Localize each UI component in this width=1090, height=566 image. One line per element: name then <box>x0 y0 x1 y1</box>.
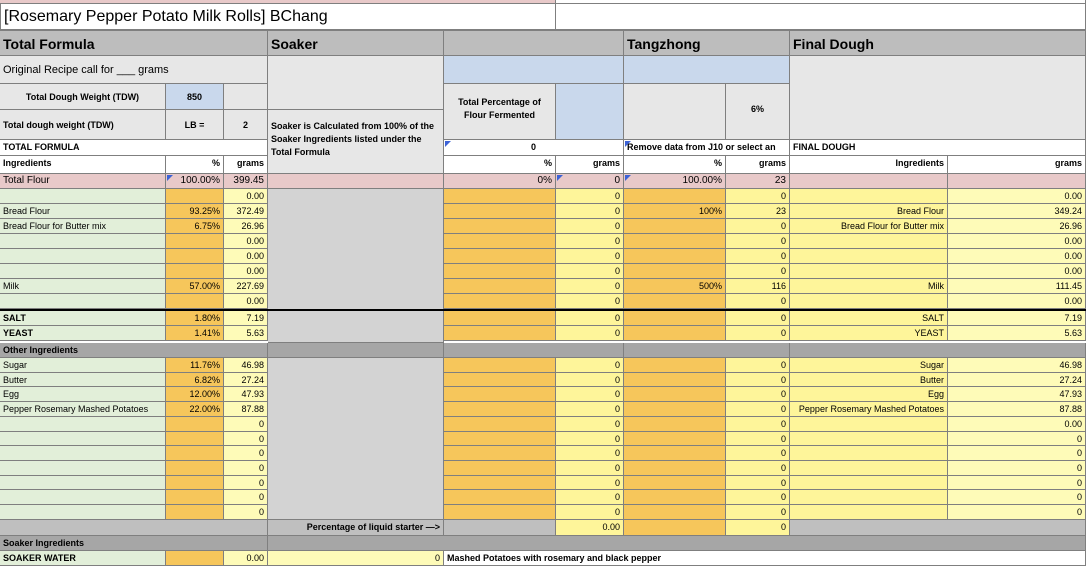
tz-col-grams[interactable]: grams <box>726 156 790 174</box>
other-ingredient-pct[interactable] <box>166 505 224 520</box>
other-tz-pct[interactable] <box>624 505 726 520</box>
ingredient-grams[interactable]: 7.19 <box>224 311 268 326</box>
header-soaker[interactable]: Soaker <box>268 30 444 56</box>
ingredient-pct[interactable] <box>166 249 224 264</box>
soaker-ingredients-label[interactable]: Soaker Ingredients <box>0 536 268 551</box>
other-tz-pct[interactable] <box>624 387 726 402</box>
total-flour-pct[interactable]: 100.00% <box>166 174 224 189</box>
fd-grams[interactable]: 0.00 <box>948 249 1086 264</box>
final-dough-label[interactable]: FINAL DOUGH <box>790 140 1086 156</box>
ingredient-grams[interactable]: 0.00 <box>224 249 268 264</box>
starter-blue-top[interactable] <box>444 56 624 84</box>
other-starter-pct[interactable] <box>444 476 556 490</box>
other-starter-pct[interactable] <box>444 432 556 446</box>
other-ingredient-grams[interactable]: 0 <box>224 432 268 446</box>
liquid-starter-fd[interactable] <box>790 520 1086 536</box>
fd-ingredient[interactable]: SALT <box>790 311 948 326</box>
other-fd-ingredient[interactable]: Sugar <box>790 358 948 373</box>
fd-ingredient[interactable]: Bread Flour for Butter mix <box>790 219 948 234</box>
other-fd-grams[interactable]: 0 <box>948 490 1086 505</box>
other-tz-grams[interactable]: 0 <box>726 432 790 446</box>
other-fd-grams[interactable]: 0 <box>948 432 1086 446</box>
tz-grams[interactable]: 116 <box>726 279 790 294</box>
tz-pct[interactable] <box>624 249 726 264</box>
starter-total-flour-grams[interactable]: 0 <box>556 174 624 189</box>
header-final-dough[interactable]: Final Dough <box>790 30 1086 56</box>
tz-blank[interactable] <box>624 84 726 140</box>
row-divider <box>0 309 1086 311</box>
sheet-title[interactable]: [Rosemary Pepper Potato Milk Rolls] BChang <box>0 4 556 30</box>
starter-grams[interactable]: 0 <box>556 189 624 204</box>
other-ingredient-name[interactable] <box>0 476 166 490</box>
other-starter-pct[interactable] <box>444 358 556 373</box>
tz-grams[interactable]: 0 <box>726 311 790 326</box>
lb-value[interactable]: 2 <box>224 110 268 140</box>
soaker-water-label[interactable]: SOAKER WATER <box>0 551 166 566</box>
fd-ingredient[interactable]: Bread Flour <box>790 204 948 219</box>
other-starter-pct[interactable] <box>444 387 556 402</box>
tdw-label[interactable]: Total Dough Weight (TDW) <box>0 84 166 110</box>
tz-grams[interactable]: 0 <box>726 326 790 341</box>
ingredient-grams[interactable]: 0.00 <box>224 264 268 279</box>
tz-col-pct[interactable]: % <box>624 156 726 174</box>
tz-pct[interactable]: 100% <box>624 204 726 219</box>
other-tz-pct[interactable] <box>624 476 726 490</box>
liquid-starter-value[interactable]: 0.00 <box>556 520 624 536</box>
fd-ingredient[interactable] <box>790 234 948 249</box>
ingredient-pct[interactable]: 57.00% <box>166 279 224 294</box>
pct-fermented-value[interactable]: 0 <box>444 140 624 156</box>
other-ingredient-grams[interactable]: 0 <box>224 446 268 461</box>
fd-grams[interactable]: 5.63 <box>948 326 1086 341</box>
ingredient-grams[interactable]: 5.63 <box>224 326 268 341</box>
ingredient-pct[interactable]: 1.41% <box>166 326 224 341</box>
total-flour-grams[interactable]: 399.45 <box>224 174 268 189</box>
other-tz-pct[interactable] <box>624 373 726 387</box>
ingredient-name[interactable]: SALT <box>0 311 166 326</box>
tdw-value[interactable]: 850 <box>166 84 224 110</box>
starter-grams[interactable]: 0 <box>556 204 624 219</box>
fd-total-flour-blank2[interactable] <box>948 174 1086 189</box>
other-tz-grams[interactable]: 0 <box>726 358 790 373</box>
other-fd-grams[interactable]: 46.98 <box>948 358 1086 373</box>
tz-total-flour-grams[interactable]: 23 <box>726 174 790 189</box>
ingredient-name[interactable] <box>0 189 166 204</box>
other-ingredient-pct[interactable]: 22.00% <box>166 402 224 417</box>
liquid-starter-tz[interactable] <box>624 520 726 536</box>
tz-total-flour-pct[interactable]: 100.00% <box>624 174 726 189</box>
other-fd-ingredient[interactable]: Egg <box>790 387 948 402</box>
ingredient-grams[interactable]: 372.49 <box>224 204 268 219</box>
other-fd-ingredient[interactable]: Pepper Rosemary Mashed Potatoes <box>790 402 948 417</box>
fd-ingredient[interactable]: YEAST <box>790 326 948 341</box>
other-tz-grams[interactable]: 0 <box>726 476 790 490</box>
starter-pct[interactable] <box>444 264 556 279</box>
tz-pct[interactable] <box>624 264 726 279</box>
pct-fermented-label[interactable]: Total Percentage of Flour Fermented <box>444 84 556 140</box>
fd-grams[interactable]: 0.00 <box>948 189 1086 204</box>
starter-col-pct[interactable]: % <box>444 156 556 174</box>
starter-grams[interactable]: 0 <box>556 264 624 279</box>
other-tz-grams[interactable]: 0 <box>726 373 790 387</box>
tz-grams[interactable]: 0 <box>726 264 790 279</box>
starter-pct[interactable] <box>444 204 556 219</box>
other-ingredient-name[interactable] <box>0 432 166 446</box>
soaker-ingredients-hdr-rest[interactable] <box>268 536 1086 551</box>
soaker-note[interactable]: Soaker is Calculated from 100% of the Soaker Ingredients listed under the Total Formula <box>268 110 444 174</box>
fd-ingredient[interactable] <box>790 294 948 309</box>
ingredient-pct[interactable] <box>166 234 224 249</box>
other-ingredient-name[interactable]: Egg <box>0 387 166 402</box>
other-ingredient-name[interactable] <box>0 505 166 520</box>
liquid-starter-blank[interactable] <box>0 520 268 536</box>
fd-grams[interactable]: 7.19 <box>948 311 1086 326</box>
col-pct[interactable]: % <box>166 156 224 174</box>
other-ingredient-name[interactable] <box>0 417 166 432</box>
other-starter-grams[interactable]: 0 <box>556 446 624 461</box>
other-fd-grams[interactable]: 47.93 <box>948 387 1086 402</box>
starter-grams[interactable]: 0 <box>556 294 624 309</box>
other-starter-grams[interactable]: 0 <box>556 373 624 387</box>
other-ingredient-grams[interactable]: 0 <box>224 461 268 476</box>
other-ingredient-grams[interactable]: 87.88 <box>224 402 268 417</box>
col-grams[interactable]: grams <box>224 156 268 174</box>
ingredient-name[interactable]: Bread Flour for Butter mix <box>0 219 166 234</box>
fd-total-flour-blank[interactable] <box>790 174 948 189</box>
header-tangzhong[interactable]: Tangzhong <box>624 30 790 56</box>
other-tz-grams[interactable]: 0 <box>726 417 790 432</box>
starter-grams[interactable]: 0 <box>556 311 624 326</box>
fd-grams[interactable]: 349.24 <box>948 204 1086 219</box>
other-ingredient-name[interactable]: Butter <box>0 373 166 387</box>
other-tz-pct[interactable] <box>624 461 726 476</box>
other-ingredient-name[interactable]: Sugar <box>0 358 166 373</box>
lb-label[interactable]: LB = <box>166 110 224 140</box>
tdw-lb-label[interactable]: Total dough weight (TDW) <box>0 110 166 140</box>
tz-grams[interactable]: 0 <box>726 294 790 309</box>
tz-grams[interactable]: 0 <box>726 234 790 249</box>
other-ingredient-pct[interactable] <box>166 417 224 432</box>
other-ingredients-label[interactable]: Other Ingredients <box>0 343 268 358</box>
other-starter-pct[interactable] <box>444 373 556 387</box>
starter-grams[interactable]: 0 <box>556 279 624 294</box>
other-ingredient-pct[interactable]: 12.00% <box>166 387 224 402</box>
tz-pct[interactable]: 500% <box>624 279 726 294</box>
starter-pct[interactable] <box>444 294 556 309</box>
other-tz-pct[interactable] <box>624 490 726 505</box>
other-starter-grams[interactable]: 0 <box>556 432 624 446</box>
tz-blue-top[interactable] <box>624 56 790 84</box>
other-hdr-fd[interactable] <box>790 343 1086 358</box>
other-starter-pct[interactable] <box>444 446 556 461</box>
ingredient-name[interactable]: YEAST <box>0 326 166 341</box>
soaker-column-block[interactable] <box>268 189 444 343</box>
soaker-blank[interactable] <box>268 56 444 110</box>
fd-grams[interactable]: 0.00 <box>948 234 1086 249</box>
ingredient-grams[interactable]: 0.00 <box>224 234 268 249</box>
other-ingredient-grams[interactable]: 0 <box>224 505 268 520</box>
tz-grams[interactable]: 0 <box>726 219 790 234</box>
other-starter-grams[interactable]: 0 <box>556 417 624 432</box>
other-starter-pct[interactable] <box>444 417 556 432</box>
other-ingredient-grams[interactable]: 0 <box>224 490 268 505</box>
other-tz-pct[interactable] <box>624 446 726 461</box>
soaker-total-flour[interactable] <box>268 174 444 189</box>
other-tz-grams[interactable]: 0 <box>726 461 790 476</box>
other-starter-pct[interactable] <box>444 490 556 505</box>
starter-grams[interactable]: 0 <box>556 234 624 249</box>
other-ingredient-pct[interactable] <box>166 476 224 490</box>
other-ingredient-grams[interactable]: 47.93 <box>224 387 268 402</box>
other-tz-grams[interactable]: 0 <box>726 402 790 417</box>
fd-ingredient[interactable] <box>790 264 948 279</box>
liquid-starter-label[interactable]: Percentage of liquid starter —> <box>268 520 444 536</box>
ingredient-name[interactable] <box>0 234 166 249</box>
other-fd-ingredient[interactable] <box>790 461 948 476</box>
starter-total-flour-pct[interactable]: 0% <box>444 174 556 189</box>
fd-ingredient[interactable]: Milk <box>790 279 948 294</box>
other-ingredient-pct[interactable] <box>166 461 224 476</box>
original-recipe-label[interactable]: Original Recipe call for ___ grams <box>0 56 268 84</box>
other-ingredient-name[interactable]: Pepper Rosemary Mashed Potatoes <box>0 402 166 417</box>
liquid-starter-mid[interactable] <box>444 520 556 536</box>
other-starter-grams[interactable]: 0 <box>556 461 624 476</box>
other-fd-ingredient[interactable] <box>790 476 948 490</box>
ingredient-pct[interactable]: 6.75% <box>166 219 224 234</box>
starter-pct[interactable] <box>444 279 556 294</box>
ingredient-name[interactable] <box>0 249 166 264</box>
other-starter-pct[interactable] <box>444 402 556 417</box>
other-fd-grams[interactable]: 87.88 <box>948 402 1086 417</box>
other-ingredient-pct[interactable] <box>166 432 224 446</box>
other-ingredient-pct[interactable] <box>166 446 224 461</box>
other-starter-grams[interactable]: 0 <box>556 490 624 505</box>
soaker-other-block[interactable] <box>268 358 444 520</box>
other-fd-ingredient[interactable] <box>790 505 948 520</box>
total-flour-label[interactable]: Total Flour <box>0 174 166 189</box>
fd-grams[interactable]: 0.00 <box>948 294 1086 309</box>
other-ingredient-grams[interactable]: 0 <box>224 417 268 432</box>
header-total-formula[interactable]: Total Formula <box>0 30 268 56</box>
other-ingredient-pct[interactable]: 6.82% <box>166 373 224 387</box>
tz-pct[interactable]: 6% <box>726 84 790 140</box>
ingredient-grams[interactable]: 26.96 <box>224 219 268 234</box>
tz-grams[interactable]: 0 <box>726 249 790 264</box>
ingredient-grams[interactable]: 0.00 <box>224 189 268 204</box>
other-hdr-tz[interactable] <box>624 343 790 358</box>
other-tz-grams[interactable]: 0 <box>726 446 790 461</box>
other-tz-pct[interactable] <box>624 432 726 446</box>
total-formula-label[interactable]: TOTAL FORMULA <box>0 140 268 156</box>
tz-pct[interactable] <box>624 294 726 309</box>
fd-grams[interactable]: 111.45 <box>948 279 1086 294</box>
other-starter-grams[interactable]: 0 <box>556 358 624 373</box>
other-fd-ingredient[interactable] <box>790 490 948 505</box>
other-tz-pct[interactable] <box>624 358 726 373</box>
header-starter[interactable] <box>444 30 624 56</box>
ingredient-pct[interactable] <box>166 189 224 204</box>
other-starter-grams[interactable]: 0 <box>556 505 624 520</box>
col-ingredients[interactable]: Ingredients <box>0 156 166 174</box>
ingredient-pct[interactable]: 93.25% <box>166 204 224 219</box>
ingredient-grams[interactable]: 0.00 <box>224 294 268 309</box>
other-fd-grams[interactable]: 0 <box>948 476 1086 490</box>
soaker-water-pct[interactable] <box>166 551 224 566</box>
other-ingredient-name[interactable] <box>0 490 166 505</box>
starter-pct[interactable] <box>444 234 556 249</box>
tz-pct[interactable] <box>624 234 726 249</box>
other-fd-grams[interactable]: 0 <box>948 461 1086 476</box>
other-starter-grams[interactable]: 0 <box>556 476 624 490</box>
fd-grams[interactable]: 0.00 <box>948 264 1086 279</box>
other-ingredient-grams[interactable]: 0 <box>224 476 268 490</box>
mashed-note[interactable]: Mashed Potatoes with rosemary and black pepper <box>444 551 1086 566</box>
fd-col-ingredients[interactable]: Ingredients <box>790 156 948 174</box>
other-tz-pct[interactable] <box>624 402 726 417</box>
liquid-starter-tz-grams[interactable]: 0 <box>726 520 790 536</box>
starter-pct[interactable] <box>444 326 556 341</box>
tz-pct[interactable] <box>624 311 726 326</box>
other-tz-grams[interactable]: 0 <box>726 505 790 520</box>
ingredient-pct[interactable] <box>166 294 224 309</box>
tdw-blank[interactable] <box>224 84 268 110</box>
pct-fermented-blue[interactable] <box>556 84 624 140</box>
ingredient-grams[interactable]: 227.69 <box>224 279 268 294</box>
tz-note[interactable]: Remove data from J10 or select an <box>624 140 790 156</box>
other-fd-grams[interactable]: 0.00 <box>948 417 1086 432</box>
tz-grams[interactable]: 23 <box>726 204 790 219</box>
fd-col-grams[interactable]: grams <box>948 156 1086 174</box>
ingredient-pct[interactable]: 1.80% <box>166 311 224 326</box>
starter-pct[interactable] <box>444 311 556 326</box>
ingredient-name[interactable] <box>0 264 166 279</box>
ingredient-name[interactable] <box>0 294 166 309</box>
ingredient-pct[interactable] <box>166 264 224 279</box>
other-tz-grams[interactable]: 0 <box>726 387 790 402</box>
other-fd-ingredient[interactable] <box>790 432 948 446</box>
starter-grams[interactable]: 0 <box>556 219 624 234</box>
ingredient-name[interactable]: Bread Flour <box>0 204 166 219</box>
other-ingredient-grams[interactable]: 46.98 <box>224 358 268 373</box>
starter-pct[interactable] <box>444 189 556 204</box>
fd-ingredient[interactable] <box>790 189 948 204</box>
ingredient-name[interactable]: Milk <box>0 279 166 294</box>
other-tz-pct[interactable] <box>624 417 726 432</box>
soaker-water-grams[interactable]: 0.00 <box>224 551 268 566</box>
other-starter-pct[interactable] <box>444 461 556 476</box>
other-starter-grams[interactable]: 0 <box>556 387 624 402</box>
other-ingredient-grams[interactable]: 27.24 <box>224 373 268 387</box>
starter-grams[interactable]: 0 <box>556 326 624 341</box>
starter-col-grams[interactable]: grams <box>556 156 624 174</box>
tz-pct[interactable] <box>624 326 726 341</box>
final-dough-blank[interactable] <box>790 56 1086 140</box>
tz-pct[interactable] <box>624 189 726 204</box>
starter-pct[interactable] <box>444 249 556 264</box>
fd-grams[interactable]: 26.96 <box>948 219 1086 234</box>
other-starter-grams[interactable]: 0 <box>556 402 624 417</box>
other-ingredient-name[interactable] <box>0 461 166 476</box>
other-hdr-starter[interactable] <box>444 343 624 358</box>
other-starter-pct[interactable] <box>444 505 556 520</box>
other-fd-grams[interactable]: 0 <box>948 505 1086 520</box>
other-fd-ingredient[interactable] <box>790 417 948 432</box>
tz-grams[interactable]: 0 <box>726 189 790 204</box>
title-empty-right[interactable] <box>556 4 1086 30</box>
soaker-water-soaker[interactable]: 0 <box>268 551 444 566</box>
other-fd-ingredient[interactable]: Butter <box>790 373 948 387</box>
other-ingredient-name[interactable] <box>0 446 166 461</box>
other-hdr-soaker[interactable] <box>268 343 444 358</box>
other-fd-grams[interactable]: 0 <box>948 446 1086 461</box>
other-fd-grams[interactable]: 27.24 <box>948 373 1086 387</box>
other-ingredient-pct[interactable]: 11.76% <box>166 358 224 373</box>
starter-grams[interactable]: 0 <box>556 249 624 264</box>
other-tz-grams[interactable]: 0 <box>726 490 790 505</box>
other-ingredient-pct[interactable] <box>166 490 224 505</box>
fd-ingredient[interactable] <box>790 249 948 264</box>
other-fd-ingredient[interactable] <box>790 446 948 461</box>
tz-pct[interactable] <box>624 219 726 234</box>
starter-pct[interactable] <box>444 219 556 234</box>
